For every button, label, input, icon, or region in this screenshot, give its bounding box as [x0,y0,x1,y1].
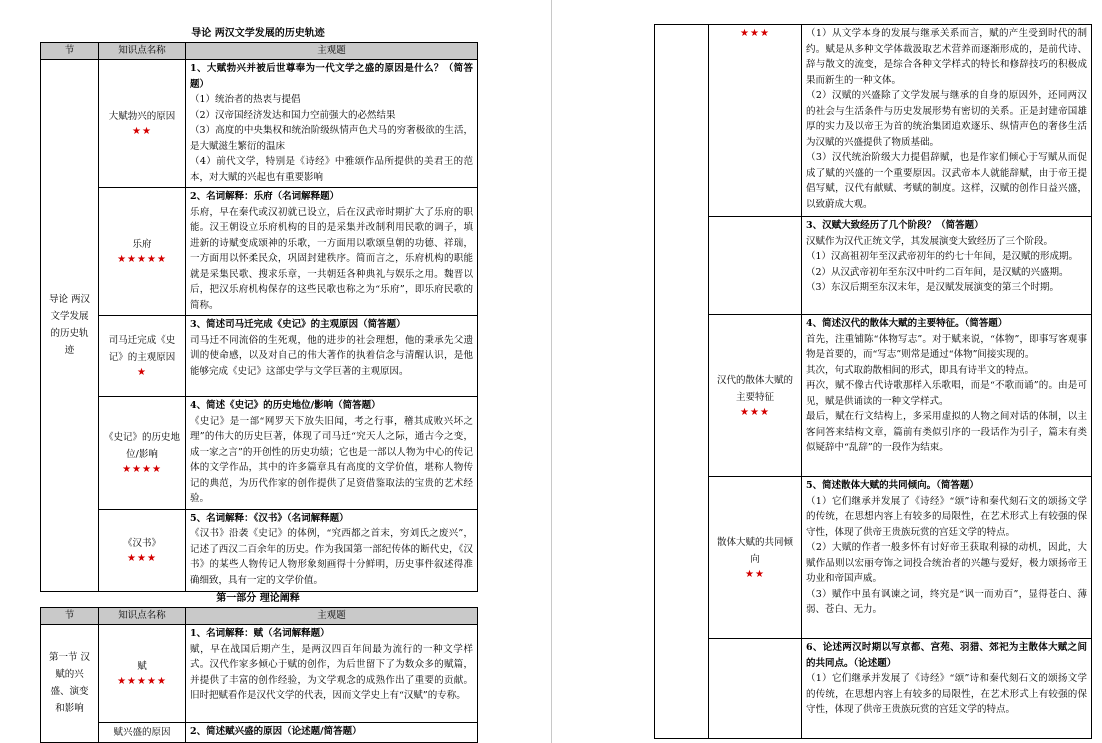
answer-cell [802,217,1092,315]
header-section: 节 [41,608,99,625]
importance-stars: ★★ [745,568,765,580]
answer-paragraph: 其次，句式取韵散相间的形式，即具有诗半文的特点。 [806,364,1035,376]
question-heading: 5、名词解释：《汉书》（名词解释题） [190,512,349,524]
answer-cell [186,625,478,723]
answer-paragraph: （2）大赋的作者一般多怀有讨好帝王获取利禄的动机，因此，大赋作品则以宏丽夸饰之词投合统治者的兴趣与爱好，极力颂扬帝王功业和帝国声威。 [806,542,1087,584]
point-name: 散体大赋的共同倾向 [716,536,793,565]
question-heading: 2、名词解释：乐府（名词解释题） [190,191,340,202]
answer-paragraph: 最后，赋在行文结构上，多采用虚拟的人物之间对话的体制，以主客问答来结构文章，篇前有类似引序的一段话作为引子，篇末有类似疑辞中“乱辞”的一段作为结束。 [806,411,1087,453]
importance-stars: ★★ [132,126,152,137]
knowledge-table-intro [40,42,478,592]
header-section: 节 [41,43,99,60]
importance-stars: ★★★★ [122,463,162,475]
point-cell [709,315,802,477]
table-row [41,625,478,723]
importance-stars: ★ [137,367,147,378]
point-name: 司马迁完成《史记》的主观原因 [108,335,176,363]
answer-cell [186,316,478,397]
answer-paragraph: 《史记》是一部“网罗天下放失旧闻，考之行事，稽其成败兴坏之理”的伟大的历史巨著，体现了司马迁“究天人之际，通古今之变，成一家之言”的开创性的历史功绩；它也是一部以人物为中心的传记体的文学作品，其中的许多篇章具有高度的文学价值，堪称人物传记的典范，为历代作家的创作提供了足资借鉴取法的宝贵的艺术经验。 [190,415,473,504]
question-heading: 5、简述散体大赋的共同倾向。（简答题） [806,480,979,491]
table-row [655,25,1092,217]
point-cell [99,188,186,316]
answer-paragraph: 赋，早在战国后期产生，是两汉四百年间最为流行的一种文学样式。汉代作家多倾心于赋的创作，为后世留下了为数众多的赋篇，并提供了丰富的创作经验，为文学观念的成熟作出了重要的贡献。旧时把赋看作是汉代文学的代表，因而文学史上有“汉赋”的专称。 [190,643,473,701]
point-cell [709,639,802,739]
point-cell [99,397,186,510]
answer-cell [802,477,1092,639]
answer-cell [186,397,478,510]
section-cell: 导论 两汉文学发展的历史轨迹 [41,60,99,592]
table-row [41,509,478,591]
header-point: 知识点名称 [99,43,186,60]
point-cell [99,60,186,188]
point-cell [99,723,186,743]
answer-paragraph: （1）它们继承并发展了《诗经》“颂”诗和秦代刻石文的颂扬文学的传统，在思想内容上有较多的局限性，在艺术形式上有较强的保守性，体现了供帝王贵族玩赏的宫廷文学的特点。 [806,673,1087,715]
section-cell: 第一节 汉赋的兴盛、演变和影响 [41,625,99,743]
table-header-row [41,43,478,60]
point-cell [99,316,186,397]
question-heading: 1、名词解释：赋（名词解释题） [190,628,330,639]
question-heading: 4、简述汉代的散体大赋的主要特征。（简答题） [806,318,1008,329]
table-row [655,639,1092,739]
question-heading: 2、简述赋兴盛的原因（论述题/简答题） [190,726,362,737]
question-heading: 3、简述司马迁完成《史记》的主观原因（简答题） [190,319,406,330]
answer-paragraph: （2）汉帝国经济发达和国力空前强大的必然结果 [190,109,396,121]
importance-stars: ★★★★★ [117,254,167,265]
header-point: 知识点名称 [99,608,186,625]
question-heading: 6、论述两汉时期以写京都、宫苑、羽猎、郊祀为主散体大赋之间的共同点。（论述题） [806,642,1087,669]
table-row [41,316,478,397]
header-subjective: 主观题 [186,43,478,60]
answer-paragraph: （4）前代文学，特别是《诗经》中雅颂作品所提供的美君王的范本，对大赋的兴起也有重要影响 [190,156,473,183]
table-row [655,477,1092,639]
answer-paragraph: （3）高度的中央集权和统治阶级纵情声色犬马的穷奢极欲的生活，是大赋滋生繁衍的温床 [190,125,473,152]
knowledge-table-continued [654,24,1092,739]
table-row [41,60,478,188]
answer-paragraph: （3）东汉后期至东汉末年，是汉赋发展演变的第三个时期。 [806,282,1060,293]
section-cell [655,25,709,739]
answer-paragraph: 《汉书》沿袭《史记》的体例，“究西都之首末，穷刘氏之废兴”，记述了西汉二百余年的历史。作为我国第一部纪传体的断代史，《汉书》的某些人物传记人物形象刻画得十分鲜明，历史事件叙述得准确细致，具有一定的文学价值。 [190,528,473,586]
point-name: 汉代的散体大赋的主要特征 [716,374,793,403]
point-cell [709,477,802,639]
table-row [655,315,1092,477]
importance-stars: ★★★ [127,552,157,564]
answer-cell [186,509,478,591]
table-row [655,217,1092,315]
point-cell [709,25,802,217]
question-heading: 1、大赋勃兴并被后世尊奉为一代文学之盛的原因是什么？（简答题） [190,63,473,90]
answer-paragraph: 汉赋作为汉代正统文学，其发展演变大致经历了三个阶段。 [806,235,1054,247]
point-name: 《史记》的历史地位/影响 [103,431,180,460]
point-cell [709,217,802,315]
point-name: 赋兴盛的原因 [113,726,171,738]
question-heading: 3、汉赋大致经历了几个阶段？（简答题） [806,220,984,231]
question-heading: 4、简述《史记》的历史地位/影响（简答题） [190,400,381,411]
answer-paragraph: （2）汉赋的兴盛除了文学发展与继承的自身的原因外，还同两汉的社会与生活条件与历史发展形势有密切的关系。正是封建帝国雄厚的实力及以帝王为首的统治集团追欢逐乐、纵情声色的奢侈生活为汉赋的兴盛提供了物质基础。 [806,90,1087,148]
answer-paragraph: （1）统治者的热衷与提倡 [190,94,301,105]
table-row [41,188,478,316]
answer-paragraph: 乐府，早在秦代或汉初就已设立，后在汉武帝时期扩大了乐府的职能。汉王朝设立乐府机构的目的是采集并改制利用民歌的调子，填进新的诗赋变成颂神的乐歌，一方面用以歌颂皇朝的功德、祥瑞，一方面用以怀柔民众，巩固封建秩序。简而言之，乐府机构的职能就是采集民歌、搜求乐章，一共朝廷各种典礼与娱乐之用。魏晋以后，把汉乐府机构保存的这些民歌也称之为“乐府”，即乐府民歌的简称。 [190,206,473,311]
answer-paragraph: （3）汉代统治阶级大力提倡辞赋，也是作家们倾心于写赋从而促成了赋的兴盛的一个重要原因。汉武帝本人就能辞赋，由于帝王提倡写赋，汉代有献赋、考赋的制度。这样，汉赋的创作日益兴盛，以致蔚成大观。 [806,152,1087,210]
answer-paragraph: （2）从汉武帝初年至东汉中叶约二百年间，是汉赋的兴盛期。 [806,266,1069,278]
part-title: 第一部分 理论阐释 [216,593,300,604]
point-cell [99,509,186,591]
point-name: 乐府 [132,239,152,250]
page-divider [551,0,552,743]
answer-cell [186,188,478,316]
point-cell [99,625,186,723]
point-name: 大赋勃兴的原因 [108,111,176,122]
answer-cell [186,723,478,743]
answer-paragraph: 首先，注重铺陈“体物写志”。对于赋来说，“体物”，即事写客观事物是首要的，而“写志”则常是通过“体物”间接实现的。 [806,333,1087,360]
point-name: 《汉书》 [122,537,161,549]
document-title: 导论 两汉文学发展的历史轨迹 [191,28,325,39]
answer-cell [802,25,1092,217]
point-name: 赋 [137,661,147,672]
answer-paragraph: （1）汉高祖初年至汉武帝初年的约七十年间，是汉赋的形成期。 [806,251,1079,262]
table-row [41,723,478,743]
importance-stars: ★★★ [740,406,770,418]
answer-cell [802,315,1092,477]
answer-paragraph: 司马迁不同流俗的生死观，他的进步的社会理想，他的秉承先父遗训的使命感，以及对自己的伟大著作的执着信念与清醒认识，是他能够完成《史记》这部史学与文学巨著的主观原因。 [190,334,473,377]
header-subjective: 主观题 [186,608,478,625]
table-header-row [41,608,478,625]
answer-paragraph: （1）它们继承并发展了《诗经》“颂”诗和秦代刻石文的颂扬文学的传统，在思想内容上有较多的局限性，在艺术形式上有较强的保守性，体现了供帝王贵族玩赏的宫廷文学的特点。 [806,495,1087,538]
knowledge-table-part1 [40,607,478,743]
answer-paragraph: 再次，赋不像古代诗歌那样入乐歌唱，而是“不歌而诵”的。由是可见，赋是供诵读的一种文学样式。 [806,380,1087,407]
answer-paragraph: （3）赋作中虽有讽谏之词，终究是“讽一而劝百”，显得苍白、薄弱、苍白、无力。 [806,588,1087,615]
table-row [41,397,478,510]
answer-paragraph: （1）从文学本身的发展与继承关系而言，赋的产生受到时代的制约。赋是从多种文学体裁汲取艺术营养而逐渐形成的，是前代诗、辞与散文的流变，是综合各种文学样式的特长和修辞技巧的积极成果而新生的一种文体。 [806,28,1087,86]
answer-cell [186,60,478,188]
answer-cell [802,639,1092,739]
importance-stars: ★★★★★ [117,676,167,687]
importance-stars: ★★★ [740,28,770,39]
